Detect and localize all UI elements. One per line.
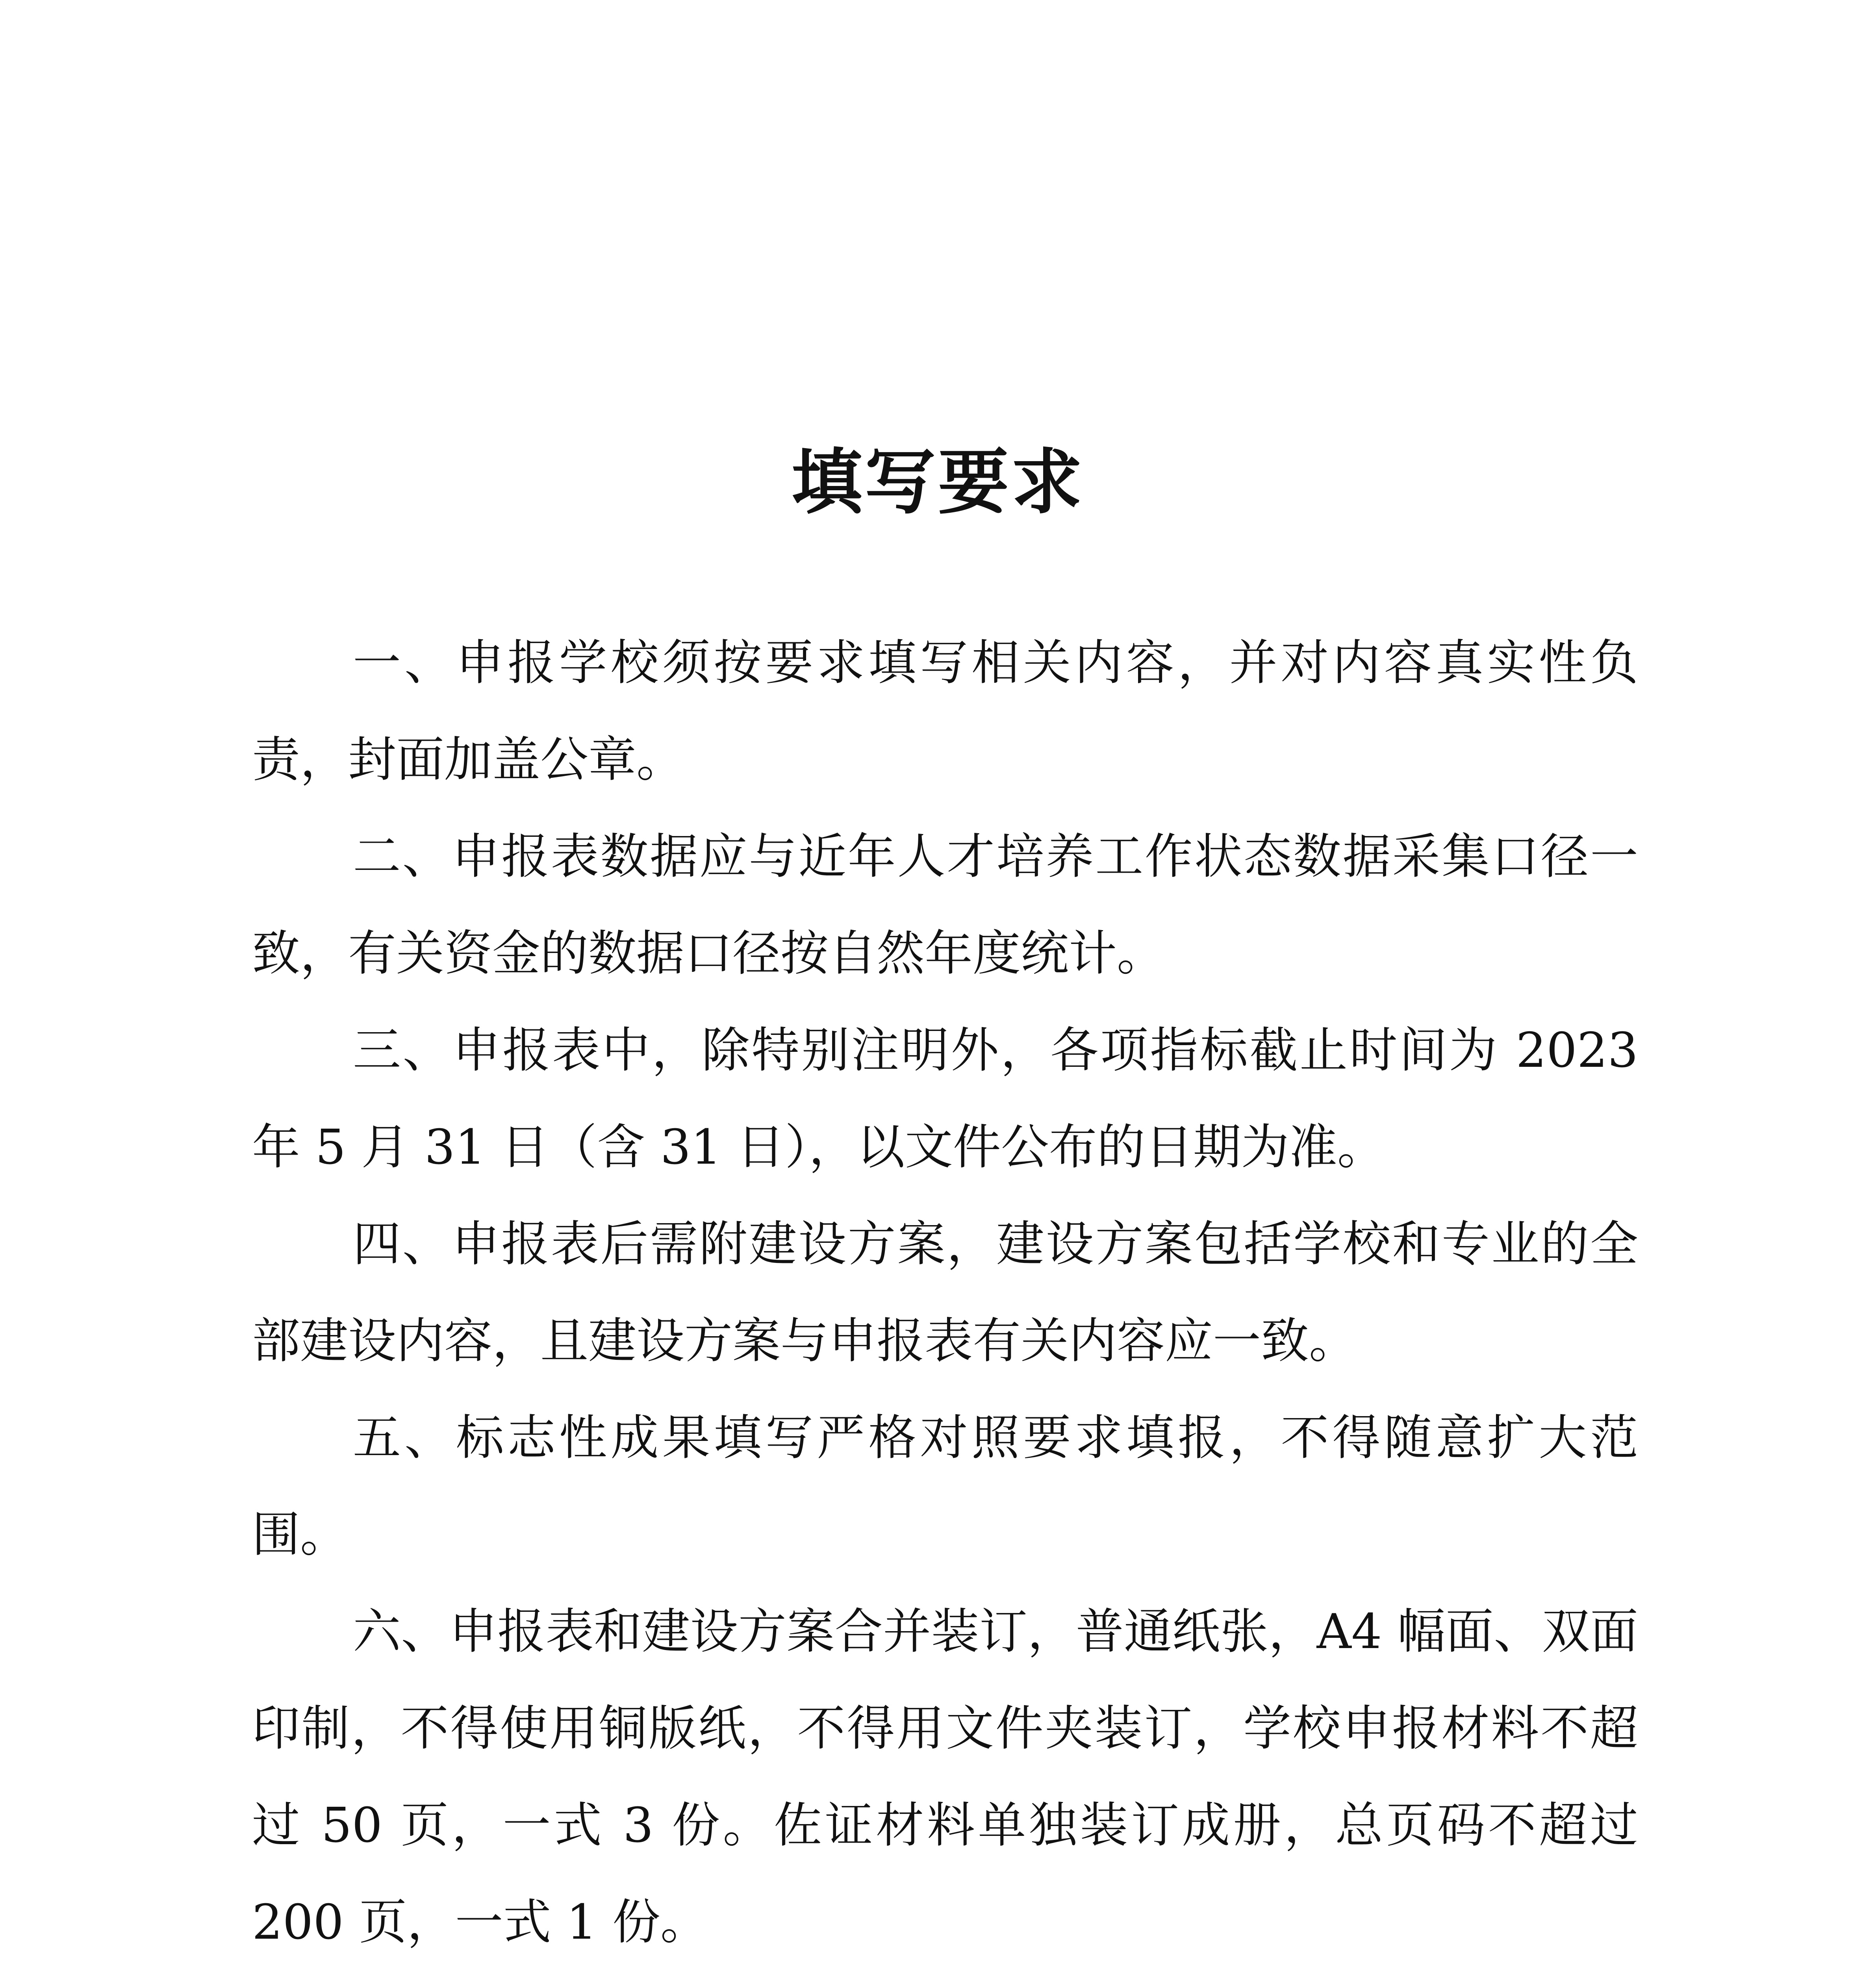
requirement-item-4: 四、申报表后需附建设方案，建设方案包括学校和专业的全部建设内容，且建设方案与申报表有关内容应一致。	[252, 1216, 1638, 1369]
page-title: 填写要求	[791, 441, 1084, 524]
requirements-body	[252, 614, 1638, 1969]
requirement-item-2: 二、申报表数据应与近年人才培养工作状态数据采集口径一致，有关资金的数据口径按自然年度统计。	[252, 829, 1638, 981]
requirement-item-1: 一、申报学校须按要求填写相关内容，并对内容真实性负责，封面加盖公章。	[252, 635, 1638, 788]
requirement-item-3: 三、申报表中，除特别注明外，各项指标截止时间为 2023 年 5 月 31 日（含 31 日），以文件公布的日期为准。	[252, 1022, 1638, 1175]
requirement-item-6: 六、申报表和建设方案合并装订，普通纸张，A4 幅面、双面印制，不得使用铜版纸，不得用文件夹装订，学校申报材料不超过 50 页，一式 3 份。佐证材料单独装订成册，总页码不超过 200 页，一式 1 份。	[252, 1604, 1638, 1950]
requirement-item-5: 五、标志性成果填写严格对照要求填报，不得随意扩大范围。	[252, 1410, 1638, 1563]
